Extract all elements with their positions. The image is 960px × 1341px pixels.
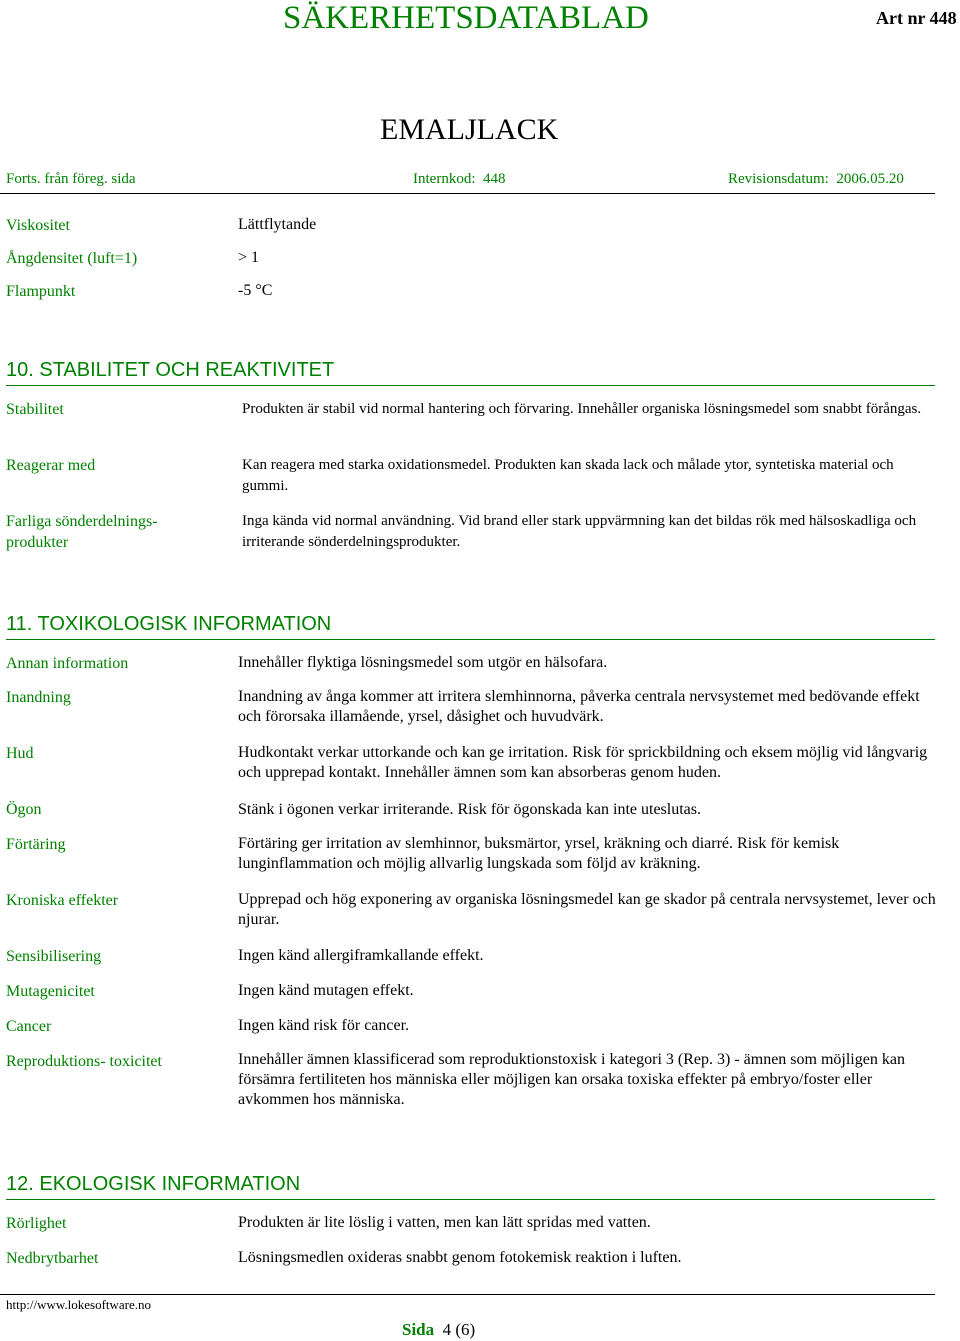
- row-value: Produkten är stabil vid normal hantering och förvaring. Innehåller organiska lösningsmedel som snabbt förångas.: [242, 401, 922, 417]
- row-label: Ögon: [6, 801, 42, 818]
- revision-label: Revisionsdatum:: [728, 171, 829, 187]
- row-label: Annan information: [6, 655, 129, 672]
- section-divider: [6, 385, 935, 386]
- row-label: Reproduktions- toxicitet: [6, 1053, 162, 1070]
- footer-url[interactable]: http://www.lokesoftware.no: [6, 1297, 152, 1312]
- internal-code: [413, 171, 505, 188]
- product-name: EMALJLACK: [380, 113, 559, 146]
- row-value: Lösningsmedlen oxideras snabbt genom fotokemisk reaktion i luften.: [238, 1249, 682, 1266]
- revision-date: [728, 171, 904, 188]
- row-label: Mutagenicitet: [6, 983, 95, 1000]
- property-label: Viskositet: [6, 217, 70, 234]
- row-value: Inandning av ånga kommer att irritera slemhinnorna, påverka centrala nervsystemet med bedövande effekt och förorsaka illamående, yrsel, dåsighet och huvudvärk.: [238, 688, 920, 725]
- footer-divider: [0, 1294, 935, 1295]
- row-value: Förtäring ger irritation av slemhinnor, buksmärtor, yrsel, kräkning och diarré. Risk för kemisk lunginflammation och möjlig allvarlig lungskada som följd av kräkning.: [238, 835, 840, 872]
- row-label: Hud: [6, 745, 34, 762]
- article-number: Art nr 448: [876, 8, 957, 28]
- row-value: Upprepad och hög exponering av organiska lösningsmedel kan ge skador på centrala nervsystemet, lever och njurar.: [238, 891, 936, 928]
- internal-code-label: Internkod:: [413, 171, 476, 187]
- row-value: Inga kända vid normal användning. Vid brand eller stark uppvärmning kan det bildas rök med hälsoskadliga och irriterande sönderdelningsprodukter.: [242, 513, 917, 550]
- page-value: 4 (6): [442, 1320, 476, 1339]
- row-label: Nedbrytbarhet: [6, 1250, 99, 1267]
- row-label: Inandning: [6, 689, 71, 706]
- row-value: Stänk i ögonen verkar irriterande. Risk för ögonskada kan inte uteslutas.: [238, 801, 701, 818]
- row-value: Hudkontakt verkar uttorkande och kan ge irritation. Risk för sprickbildning och eksem möjlig vid långvarig och upprepad kontakt. Innehåller ämnen som kan absorberas genom huden.: [238, 744, 928, 781]
- page-label: Sida: [402, 1320, 435, 1339]
- property-value: -5 °C: [238, 282, 273, 299]
- row-value: Ingen känd allergiframkallande effekt.: [238, 947, 484, 964]
- row-value: Innehåller flyktiga lösningsmedel som utgör en hälsofara.: [238, 654, 608, 671]
- row-value: Innehåller ämnen klassificerad som reproduktionstoxisk i kategori 3 (Rep. 3) - ämnen som möjligen kan försämra fertiliteten hos människa eller möjligen kan orsaka toxiska effekter på embryo/foster eller avkommen hos människa.: [238, 1051, 905, 1108]
- section-heading: 10. STABILITET OCH REAKTIVITET: [6, 359, 335, 381]
- row-value: Produkten är lite löslig i vatten, men kan lätt spridas med vatten.: [238, 1214, 651, 1231]
- property-label: Ångdensitet (luft=1): [6, 250, 138, 267]
- section-heading: 11. TOXIKOLOGISK INFORMATION: [6, 613, 332, 635]
- row-value: Ingen känd mutagen effekt.: [238, 982, 414, 999]
- row-value: Ingen känd risk för cancer.: [238, 1017, 410, 1034]
- header-divider: [0, 193, 935, 194]
- property-label: Flampunkt: [6, 283, 76, 300]
- row-label: Cancer: [6, 1018, 52, 1035]
- row-label: Sensibilisering: [6, 948, 102, 965]
- internal-code-value: 448: [482, 171, 506, 187]
- row-label: Stabilitet: [6, 401, 64, 418]
- row-value: Kan reagera med starka oxidationsmedel. Produkten kan skada lack och målade ytor, syntetiska material och gummi.: [242, 457, 894, 494]
- document-title: SÄKERHETSDATABLAD: [283, 0, 649, 36]
- row-label: Reagerar med: [6, 457, 96, 474]
- row-label: Kroniska effekter: [6, 892, 119, 909]
- row-label: Förtäring: [6, 836, 66, 853]
- property-value: > 1: [238, 249, 260, 266]
- section-divider: [6, 1199, 935, 1200]
- row-label: Rörlighet: [6, 1215, 67, 1232]
- property-value: Lättflytande: [238, 216, 317, 233]
- section-heading: 12. EKOLOGISK INFORMATION: [6, 1173, 301, 1195]
- revision-value: 2006.05.20: [836, 171, 904, 187]
- page-number: [402, 1320, 475, 1340]
- continued-label: Forts. från föreg. sida: [6, 171, 136, 187]
- section-divider: [6, 639, 935, 640]
- row-label: Farliga sönderdelnings- produkter: [6, 513, 158, 551]
